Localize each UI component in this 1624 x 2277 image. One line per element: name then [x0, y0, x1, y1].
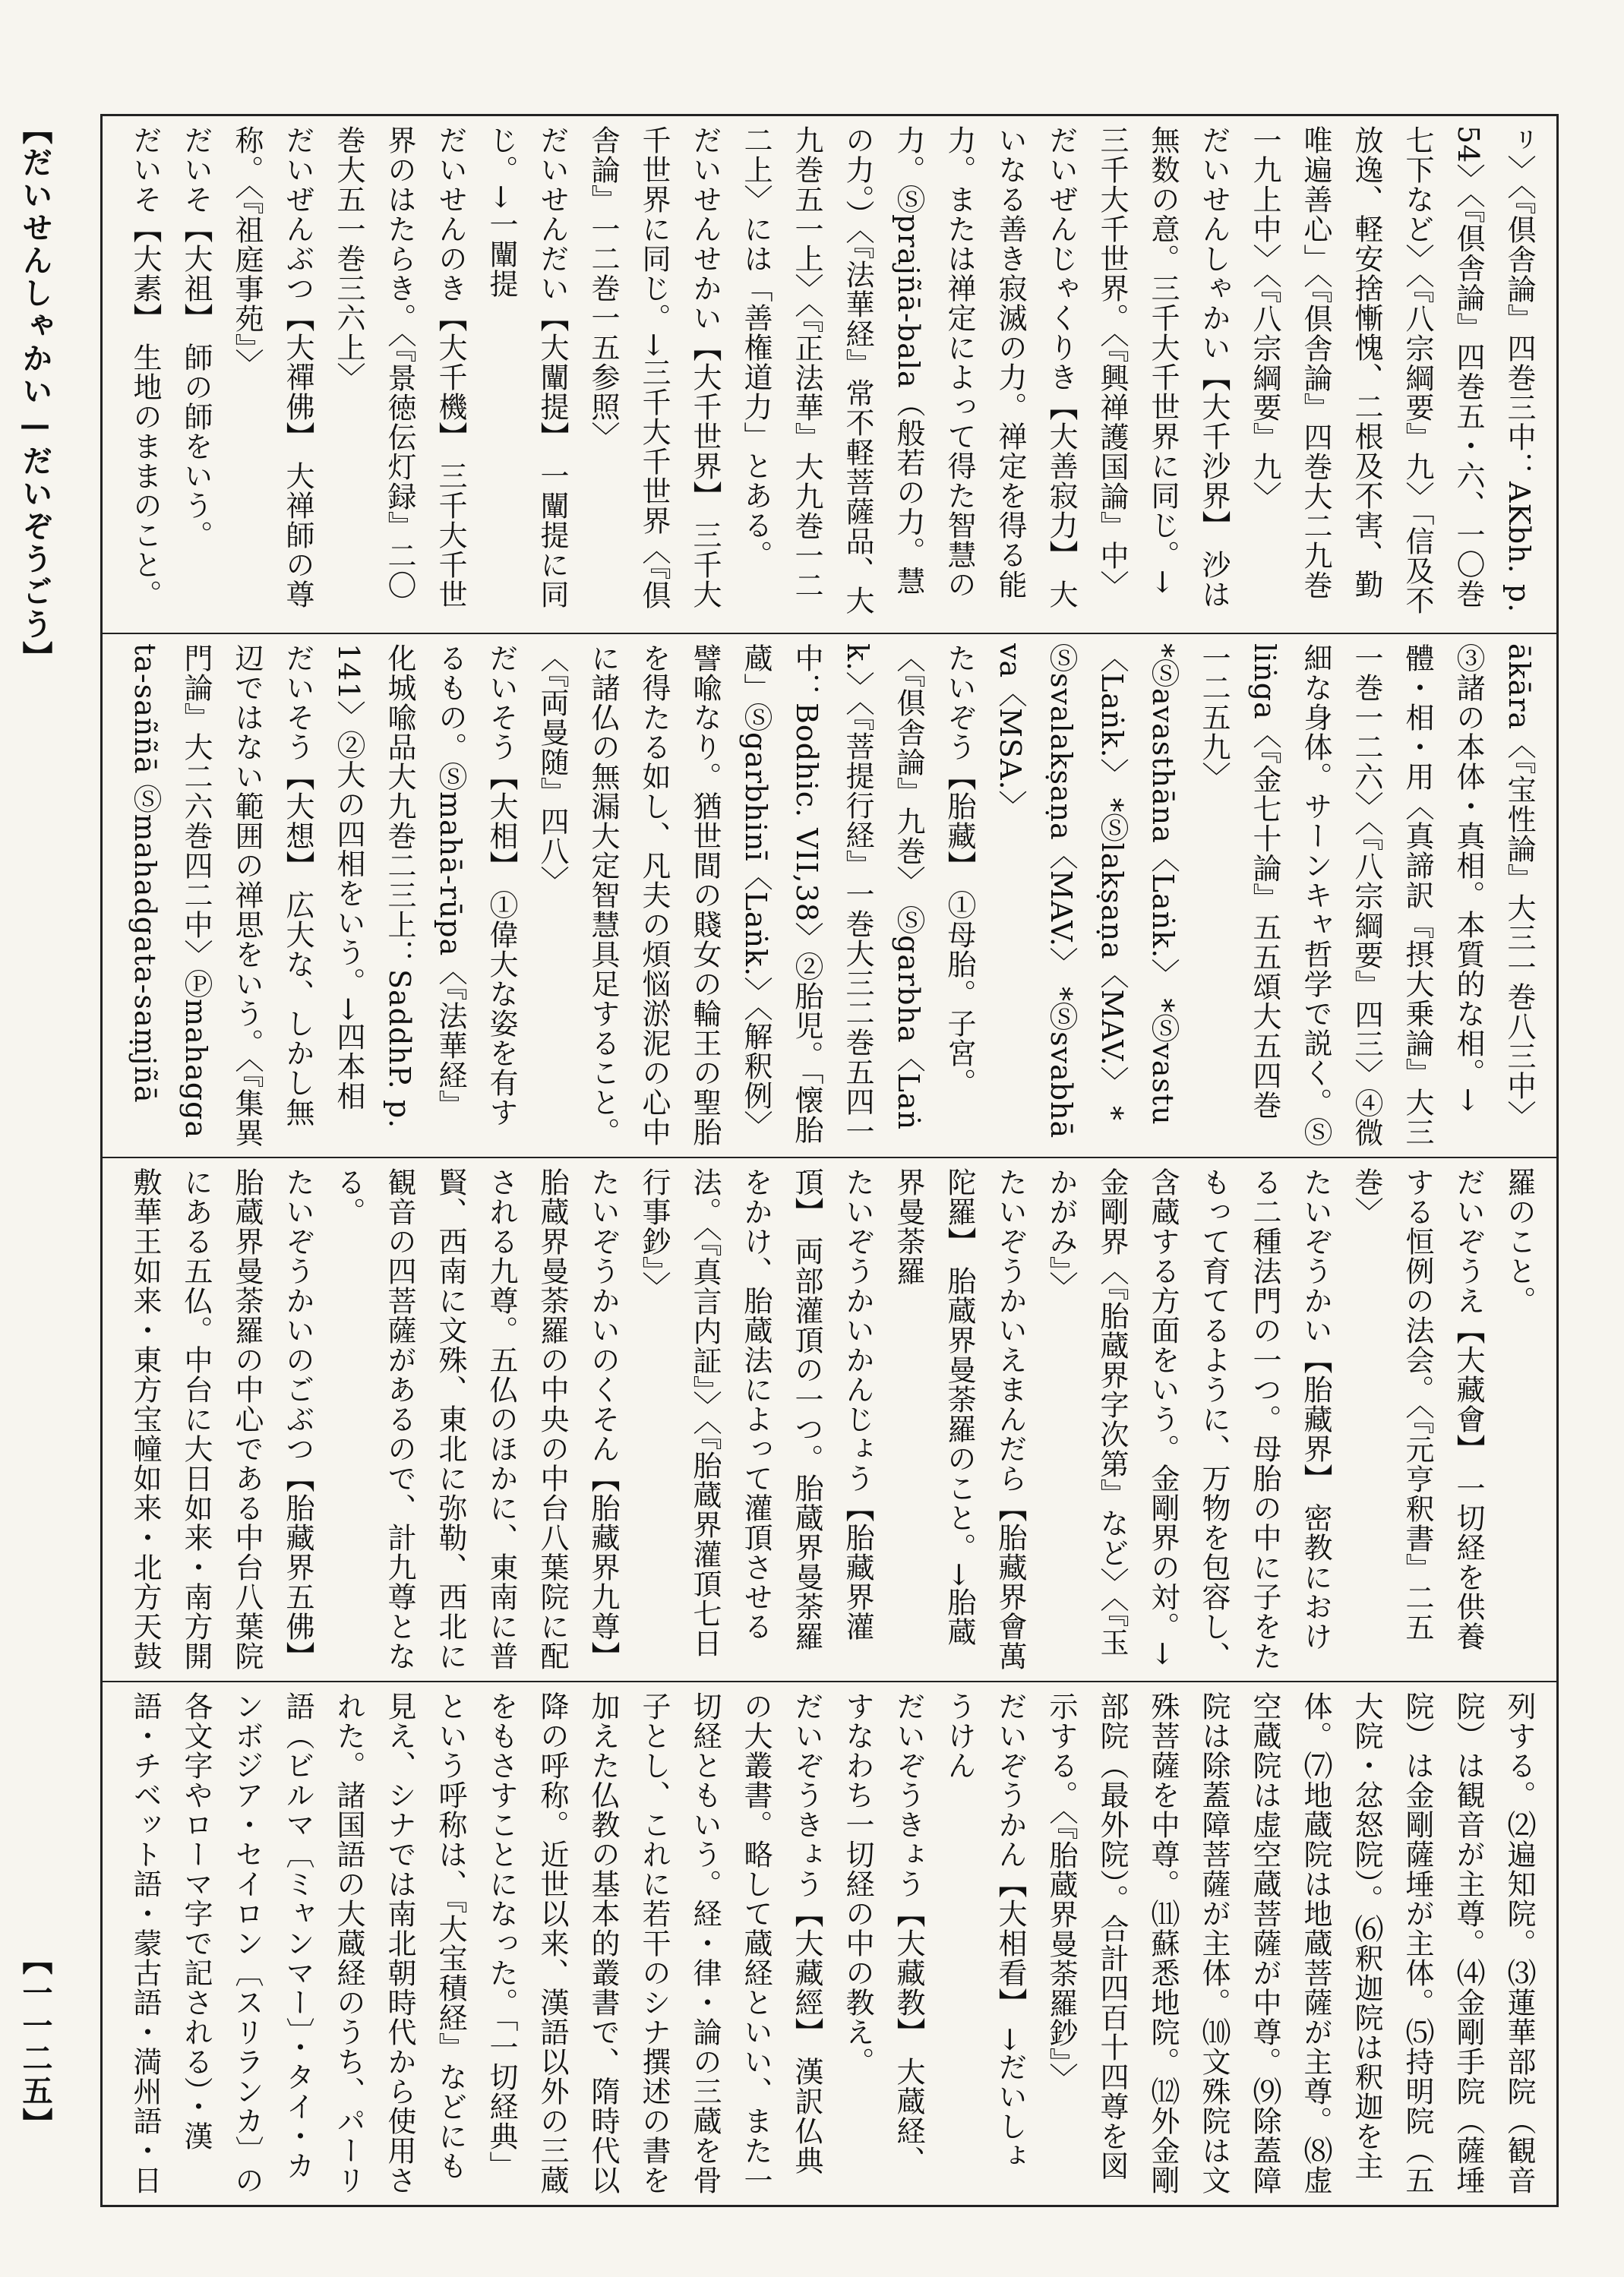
- entry: だいそ【大素】 生地のままのこと。: [128, 125, 162, 610]
- page-number: 【一一二五】: [17, 1944, 52, 2140]
- entry: だいそう【大相】 ①偉大な姿を有するもの。Ⓢmahā-rūpa〈『法華経』化城喩品大九巻二三上：SaddhP. p.141〉②大の四相をいう。→四本相: [332, 643, 518, 1129]
- entry: だいぜんじゃくりき【大善寂力】 大いなる善き寂滅の力。禅定を得る能力。または禅定によって得た智慧の力。Ⓢprajñā-bala（般若の力。慧の力。）〈『法華経』常不軽菩薩品、大九巻五一上〉〈『正法華』大九巻一二二上〉には「善権道力」とある。: [739, 125, 1078, 615]
- tier-1-text: [115, 125, 1544, 624]
- entry: だいぞうきょう【大藏教】 大蔵経、すなわち一切経の中の教え。: [841, 1691, 925, 2176]
- entry: ākāra〈『宝性論』大三一巻八三中〉③諸の本体・真相。本質的な相。→體・相・用〈真諦訳『摂大乗論』大三一巻一二六〉〈『八宗綱要』四三〉④微細な身体。サーンキャ哲学で説く。Ⓢliṅga〈『金七十論』五五頌大五四巻一二五九〉: [1197, 643, 1536, 1148]
- entry: だいぞうかん【大相看】 →だいしょうけん: [943, 1691, 1027, 2171]
- tier-2-text: [115, 643, 1544, 1148]
- tier-4-text: [115, 1691, 1544, 2196]
- tier-3-text: [115, 1167, 1544, 1672]
- entry: だいせんしゃかい【大千沙界】 沙は無数の意。三千大千世界に同じ。→三千大千世界。〈『興禅護国論』中〉: [1095, 125, 1231, 610]
- entry: だいせんせかい【大千世界】 三千大千世界に同じ。→三千大千世界〈『倶舎論』一二巻一五参照〉: [586, 125, 722, 610]
- entry: だいぞうきょう【大藏經】 漢訳仏典の大叢書。略して蔵経といい、また一切経ともいう。経・律・論の三蔵を骨子とし、これに若干のシナ撰述の書を加えた仏教の基本的叢書で、隋時代以降の呼称。近世以来、漢語以外の三蔵をもさすことになった。「一切経典」という呼称は、『大宝積経』などにも見え、シナでは南北朝時代から使用された。諸国語の大蔵経のうち、パーリ語（ビルマ〔ミャンマー〕・タイ・カンボジア・セイロン〔スリランカ〕の各文字やローマ字で記される）・漢語・チベット語・蒙古語・満州語・日: [128, 1691, 823, 2195]
- tier-2: [103, 633, 1556, 1157]
- entry: *Ⓢavasthāna〈Laṅk.〉 *Ⓢvastu〈Laṅk.〉 *Ⓢlakṣaṇa〈MAV.〉 *Ⓢsvalakṣaṇa〈MAV.〉 *Ⓢsvabhāva〈MSA.〉: [994, 643, 1180, 1139]
- entry: たいぞうかいのごぶつ【胎藏界五佛】 胎蔵界曼荼羅の中心である中台八葉院にある五仏。中台に大日如来・南方開敷華王如来・東方宝幢如来・北方天鼓: [128, 1167, 314, 1671]
- dictionary-page: [100, 114, 1559, 2207]
- page-header-title: 【だいせんしゃかい—だいぞうごう】: [17, 114, 52, 674]
- entry: たいぞうかいのくそん【胎藏界九尊】 胎蔵界曼荼羅の中央の中台八葉院に配される九尊。五仏のほかに、東南に普賢、西南に文殊、東北に弥勒、西北に観音の四菩薩があるので、計九尊となる。: [332, 1167, 620, 1671]
- entry: たいぞうかいかんじょう【胎藏界灌頂】 両部灌頂の一つ。胎蔵界曼荼羅をかけ、胎蔵法によって灌頂させる法。〈『真言内証』〉〈『胎蔵界灌頂七日行事鈔』〉: [637, 1167, 874, 1658]
- tier-1: [103, 116, 1556, 633]
- entry: ㇼ〉〈『倶舎論』四巻三中：AKbh. p.54〉〈『倶舎論』四巻五・六、一〇巻七下など〉〈『八宗綱要』九〉「信及不放逸、軽安捨慚愧、二根及不害、勤唯遍善心」〈『倶舎論』四巻大二九巻一九上中〉〈『八宗綱要』九〉: [1248, 125, 1536, 615]
- entry: たいぞう【胎藏】 ①母胎。子宮。〈『倶舎論』九巻〉 Ⓢgarbha〈Laṅk.〉〈『菩提行経』一巻大三二巻五四一中：Bodhic. VII,38〉②胎児。「懐胎蔵」Ⓢgarbhinī〈Laṅk.〉〈解釈例〉譬喩なり。猶世間の賤女の輪王の聖胎を得たる如し、凡夫の煩悩淤泥の心中に諸仏の無漏大定智慧具足すること。〈『両曼随』四八〉: [536, 643, 976, 1147]
- entry: だいそう【大想】 広大な、しかし無辺ではない範囲の禅思をいう。〈『集異門論』大二六巻四二中〉Ⓟmahaggata-saññā Ⓢmahadgata-saṃjñā: [128, 643, 314, 1148]
- entry: だいそ【大祖】 師の師をいう。: [179, 125, 213, 551]
- entry: だいせんのき【大千機】 三千大千世界のはたらき。〈『景徳伝灯録』二〇巻大五一巻三六上〉: [332, 125, 467, 610]
- entry: [115, 643, 119, 1148]
- tier-4: [103, 1681, 1556, 2205]
- entry: 羅のこと。: [1502, 1167, 1536, 1315]
- entry: たいぞうかい【胎藏界】 密教における二種法門の一つ。母胎の中に子をたもって育てるように、万物を包容し、含蔵する方面をいう。金剛界の対。→金剛界〈『胎蔵界字次第』など〉〈『玉かがみ』〉: [1044, 1167, 1332, 1671]
- entry: だいぞうえ【大藏會】 一切経を供養する恒例の法会。〈『元亨釈書』二五巻〉: [1350, 1167, 1485, 1652]
- entry: だいぜんぶつ【大禪佛】 大禅師の尊称。〈『祖庭事苑』〉: [230, 125, 314, 610]
- entry: 列する。⑵遍知院。⑶蓮華部院（観音院）は観音が主尊。⑷金剛手院（薩埵院）は金剛薩埵が主体。⑸持明院（五大院・忿怒院）。⑹釈迦院は釈迦を主体。⑺地蔵院は地蔵菩薩が主尊。⑻虚空蔵院は虚空蔵菩薩が中尊。⑼除蓋障院は除蓋障菩薩が主体。⑽文殊院は文殊菩薩を中尊。⑾蘇悉地院。⑿外金剛部院（最外院）。合計四百十四尊を図示する。〈『胎蔵界曼荼羅鈔』〉: [1044, 1691, 1536, 2195]
- tier-3: [103, 1157, 1556, 1681]
- entry: だいせんだい【大闡提】 一闡提に同じ。→一闡提: [485, 125, 569, 610]
- entry: たいぞうかいえまんだら【胎藏界會萬陀羅】 胎蔵界曼荼羅のこと。→胎蔵界曼荼羅: [892, 1167, 1027, 1671]
